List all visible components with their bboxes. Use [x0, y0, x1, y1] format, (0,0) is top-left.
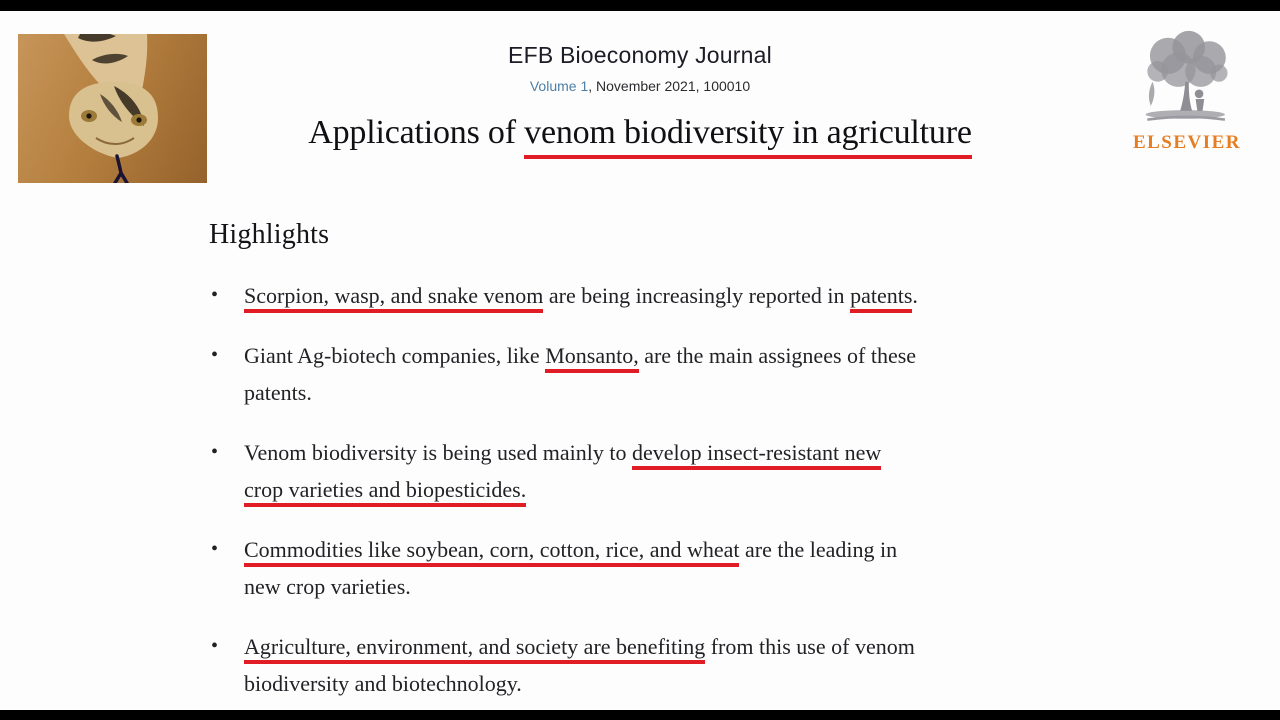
issue-line [0, 78, 1280, 94]
plain-text: Giant Ag-biotech companies, like [244, 343, 546, 368]
elsevier-tree-icon [1135, 30, 1239, 130]
highlights-section [209, 219, 1069, 720]
highlights-heading: Highlights [209, 219, 330, 250]
highlight-item [209, 628, 1069, 702]
underlined-text: patents [850, 283, 912, 313]
underlined-text: Agriculture, environment, and society are benefiting [244, 634, 705, 664]
highlight-item [209, 277, 1069, 314]
highlights-list [209, 277, 1069, 702]
elsevier-logo[interactable] [1128, 30, 1246, 154]
highlight-item [209, 531, 1069, 605]
journal-header [0, 42, 1280, 94]
highlight-item [209, 337, 1069, 411]
underlined-text: Monsanto, [545, 343, 639, 373]
plain-text: from this use of venom [705, 634, 915, 659]
article-title-prefix: Applications of [308, 114, 525, 151]
bottom-letterbox-bar [0, 710, 1280, 720]
journal-title: EFB Bioeconomy Journal [508, 42, 772, 68]
plain-text: patents. [244, 380, 312, 405]
elsevier-wordmark: ELSEVIER [1132, 132, 1242, 153]
plain-text: are being increasingly reported in [543, 283, 851, 308]
plain-text: are the main assignees of these [638, 343, 917, 368]
highlight-item [209, 434, 1069, 508]
underlined-text: develop insect-resistant new [632, 440, 881, 470]
article-title [0, 114, 1280, 152]
volume-link[interactable]: Volume 1 [529, 78, 589, 94]
underlined-text: Commodities like soybean, corn, cotton, rice, and wheat [244, 537, 739, 567]
underlined-text: Scorpion, wasp, and snake venom [244, 283, 543, 313]
plain-text: new crop varieties. [244, 574, 411, 599]
issue-meta: , November 2021, 100010 [588, 78, 751, 94]
plain-text: biodiversity and biotechnology. [244, 671, 522, 696]
article-title-underlined: venom biodiversity in agriculture [524, 114, 972, 159]
underlined-text: crop varieties and biopesticides. [244, 477, 526, 507]
plain-text: . [912, 283, 918, 308]
plain-text: are the leading in [739, 537, 898, 562]
plain-text: Venom biodiversity is being used mainly to [244, 440, 633, 465]
top-letterbox-bar [0, 0, 1280, 11]
